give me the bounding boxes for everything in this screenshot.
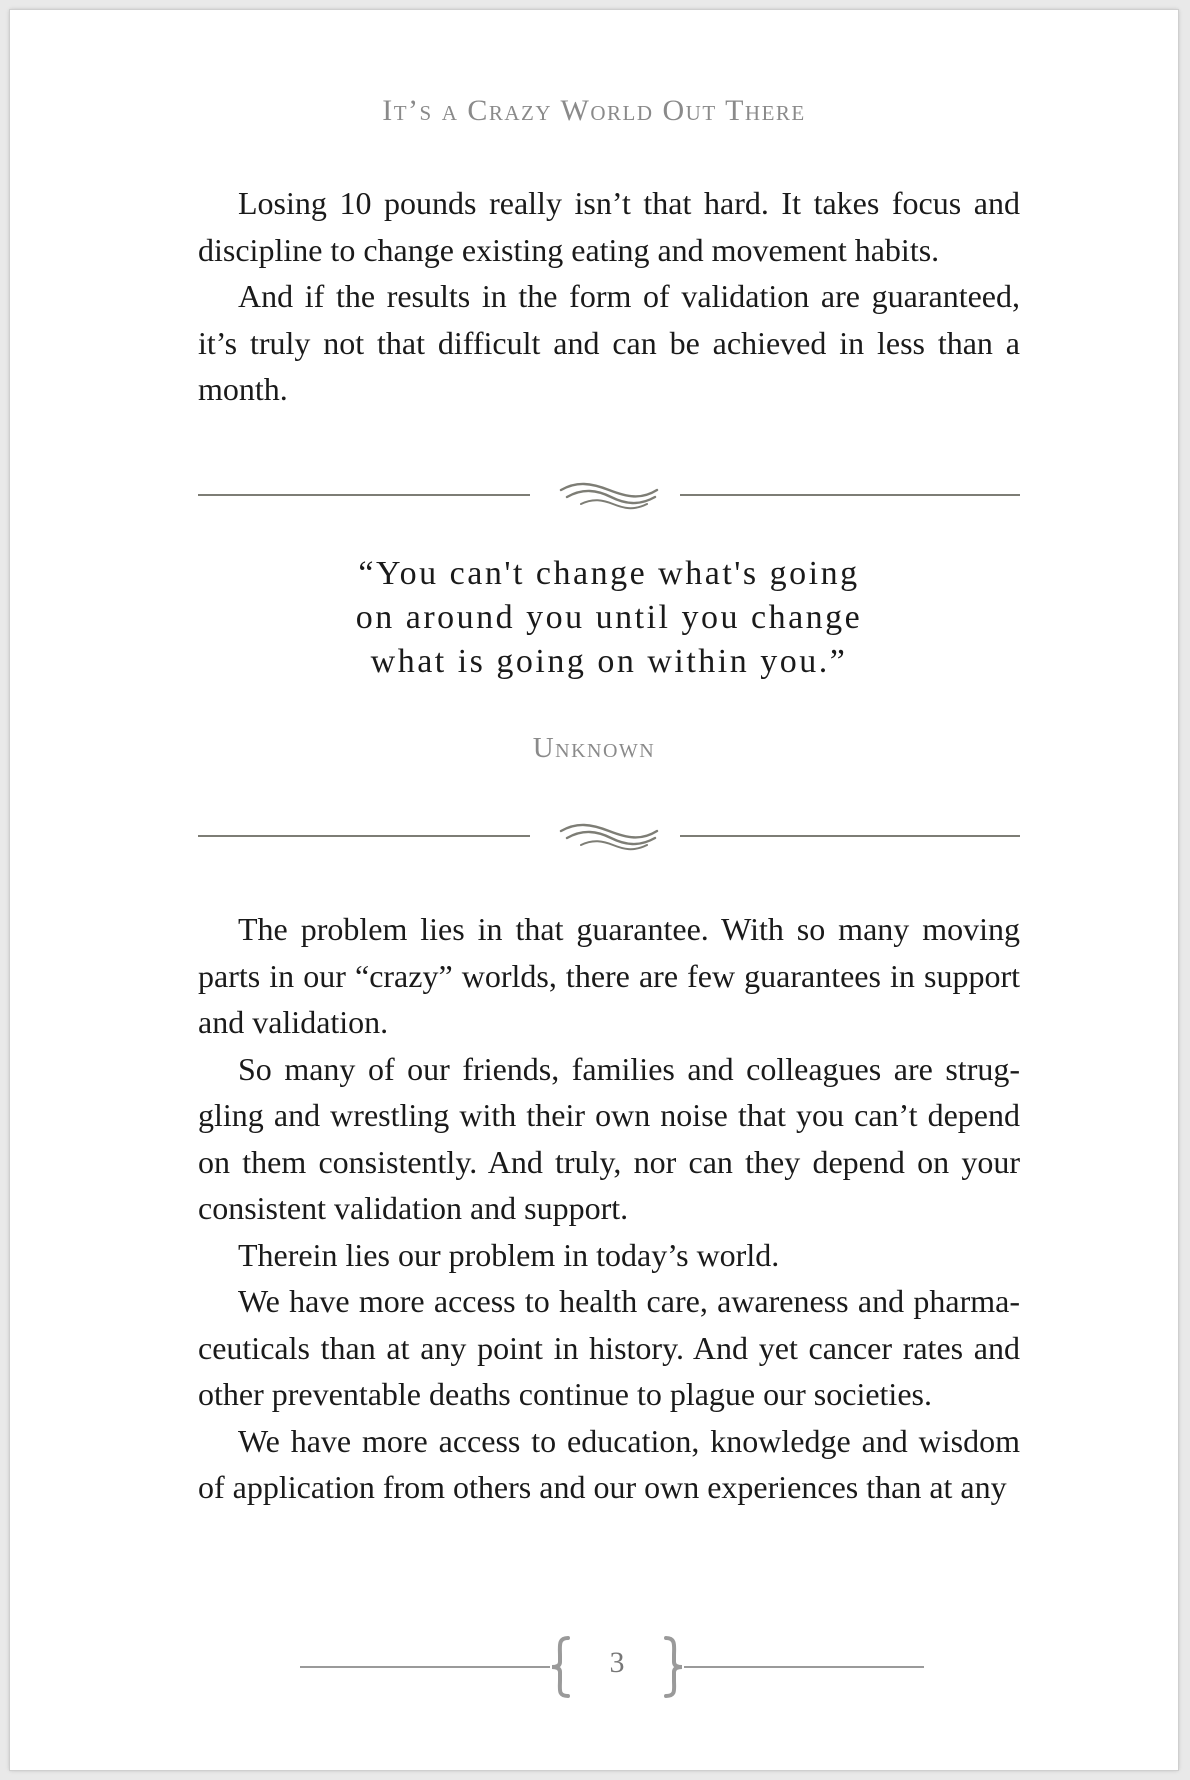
paragraph: Therein lies our problem in today’s world. xyxy=(238,1236,780,1273)
running-head: It’s a Crazy World Out There xyxy=(382,94,806,127)
swash-ornament-icon xyxy=(559,478,659,514)
ornamental-divider-bottom xyxy=(198,815,1020,855)
paragraph: We have more access to education, knowledge and wisdom of application from others and our own experiences than at any xyxy=(198,1422,1020,1505)
paragraph: And if the results in the form of validation are guaranteed, it’s truly not that difficult and can be achieved in less than a month. xyxy=(198,278,1020,407)
ornamental-divider-top xyxy=(198,474,1020,514)
footer-line-right xyxy=(684,1666,924,1668)
pull-quote xyxy=(198,552,1020,684)
swash-ornament-icon xyxy=(559,819,659,855)
quote-attribution: Unknown xyxy=(532,732,656,764)
page-footer xyxy=(300,1632,924,1702)
quote-line: on around you until you change xyxy=(355,599,863,636)
quote-line: what is going on within you.” xyxy=(370,643,848,680)
body-text-bottom xyxy=(198,906,1020,1511)
paragraph: Losing 10 pounds really isn’t that hard. It takes focus and discipline to change existing eating and movement habits. xyxy=(198,185,1020,268)
paragraph: We have more access to health care, awareness and pharmaceuticals than at any point in history. And yet cancer rates and other preventable deaths continue to plague our societies. xyxy=(198,1283,1020,1412)
paragraph: So many of our friends, families and colleagues are struggling and wrestling with their own noise that you can’t depend on them consistently. And truly, nor can they depend on your consistent validation and support. xyxy=(198,1050,1020,1226)
divider-line-left xyxy=(198,835,530,837)
divider-line-right xyxy=(680,494,1020,496)
book-page xyxy=(10,10,1178,1770)
divider-line-right xyxy=(680,835,1020,837)
footer-line-left xyxy=(300,1666,550,1668)
divider-line-left xyxy=(198,494,530,496)
quote-line: “You can't change what's going xyxy=(358,555,860,592)
paragraph: The problem lies in that guarantee. With so many moving parts in our “crazy” worlds, there are few guarantees in support and validation. xyxy=(198,911,1020,1040)
page-number: 3 xyxy=(609,1646,625,1679)
body-text-top xyxy=(198,180,1020,413)
